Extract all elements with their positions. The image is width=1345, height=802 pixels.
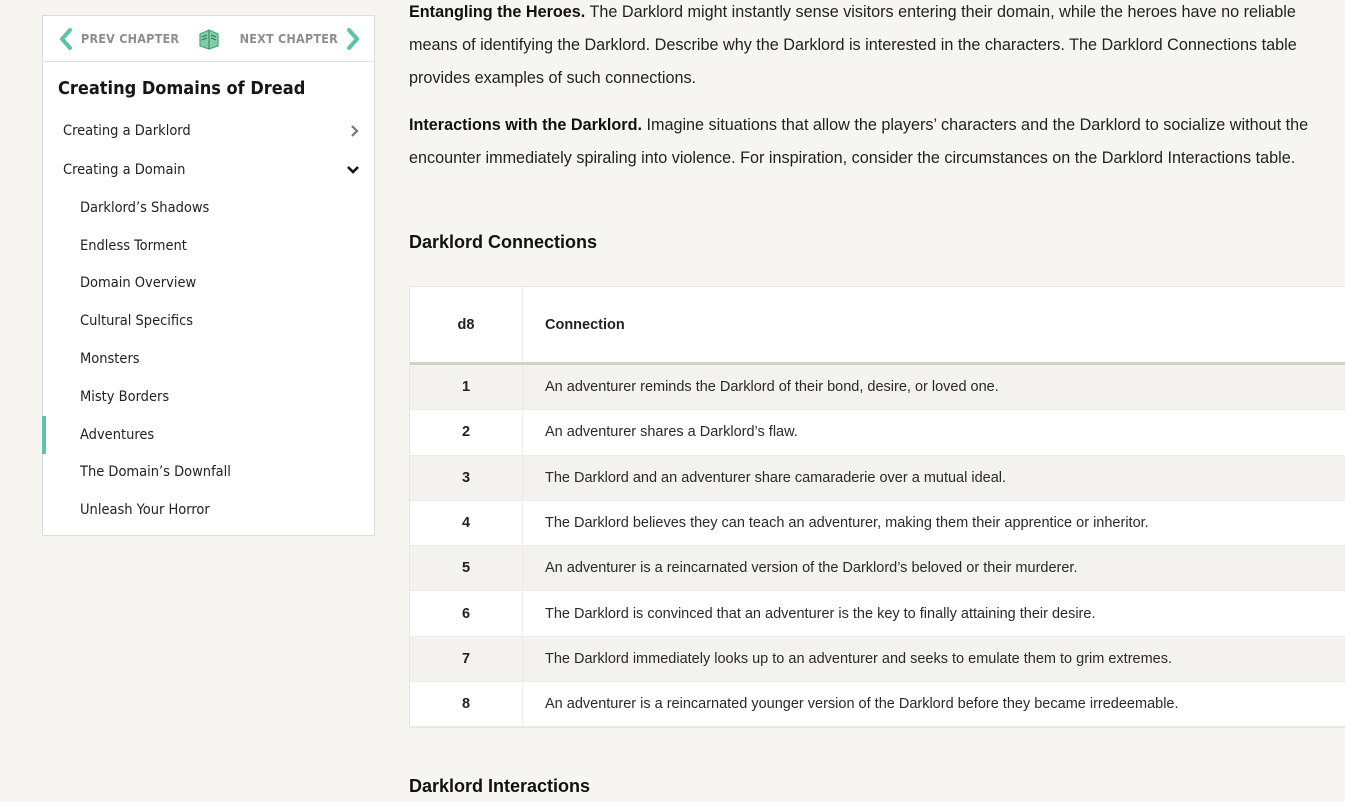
table-body	[410, 365, 1345, 727]
cell-roll: 1	[410, 365, 523, 409]
heading-darklord-connections: Darklord Connections	[409, 232, 598, 252]
toc-item-darklords-shadows[interactable]	[43, 189, 374, 227]
cell-connection: The Darklord is convinced that an adventurer is the key to finally attaining their desire.	[545, 605, 1096, 622]
toc-item-label: Domain Overview	[80, 275, 197, 292]
toc-item-unleash-your-horror[interactable]	[43, 491, 374, 529]
toc-item-label: Unleash Your Horror	[80, 502, 210, 519]
toc-item-label: Monsters	[80, 351, 140, 368]
cell-roll: 2	[410, 410, 523, 454]
paragraph-body: Imagine situations that allow the players’ characters and the Darklord to socialize without the encounter immediately spiraling into violence. For inspiration, consider the circumstances on the Darklord Interactions table.	[409, 116, 1309, 167]
header-d8: d8	[410, 287, 523, 362]
table-row	[410, 501, 1345, 546]
table-row	[410, 365, 1345, 410]
cell-connection: An adventurer is a reincarnated younger version of the Darklord before they became irredeemable.	[545, 696, 1179, 713]
header-connection: Connection	[545, 316, 625, 333]
toc-item-label: Endless Torment	[80, 237, 187, 254]
prev-chapter-button[interactable]	[59, 28, 179, 50]
next-chapter-button[interactable]	[240, 28, 360, 50]
paragraph-body: The Darklord might instantly sense visitors entering their domain, while the heroes have no reliable means of identifying the Darklord. Describe why the Darklord is interested in the characters. The Darklord Connections table provides examples of such connections.	[409, 3, 1297, 87]
table-row	[410, 456, 1345, 501]
toc-item-label: Darklord’s Shadows	[80, 199, 210, 216]
cell-roll: 3	[410, 456, 523, 500]
cell-connection: An adventurer reminds the Darklord of their bond, desire, or loved one.	[545, 379, 999, 396]
toc-item-endless-torment[interactable]	[43, 227, 374, 265]
connections-table	[409, 286, 1345, 728]
cell-roll: 8	[410, 682, 523, 726]
chevron-down-icon[interactable]	[346, 165, 360, 175]
table-row	[410, 591, 1345, 636]
table-row	[410, 637, 1345, 682]
toc-item-creating-a-darklord[interactable]	[43, 112, 374, 151]
toc-item-label: Adventures	[80, 426, 155, 443]
book-icon[interactable]	[197, 28, 221, 50]
next-chapter-label: NEXT CHAPTER	[239, 31, 338, 46]
cell-roll: 6	[410, 591, 523, 635]
paragraph-lead: Interactions with the Darklord.	[409, 116, 642, 134]
paragraph-lead: Entangling the Heroes.	[409, 3, 586, 21]
toc-item-domain-overview[interactable]	[43, 265, 374, 303]
cell-roll: 4	[410, 501, 523, 545]
cell-connection: The Darklord and an adventurer share camaraderie over a mutual ideal.	[545, 469, 1007, 486]
table-row	[410, 682, 1345, 727]
table-header	[410, 287, 1345, 365]
cell-roll: 7	[410, 637, 523, 681]
chevron-right-icon	[346, 28, 360, 50]
chevron-right-icon[interactable]	[350, 124, 360, 138]
cell-connection: An adventurer shares a Darklord’s flaw.	[545, 424, 798, 441]
chapter-sidebar	[42, 15, 375, 536]
toc-item-domains-downfall[interactable]	[43, 454, 374, 492]
toc-title: Creating Domains of Dread	[58, 78, 306, 99]
toc-item-monsters[interactable]	[43, 340, 374, 378]
heading-darklord-interactions: Darklord Interactions	[409, 776, 591, 796]
prev-chapter-label: PREV CHAPTER	[81, 31, 180, 46]
chapter-nav	[43, 16, 374, 62]
toc-item-creating-a-domain[interactable]	[43, 151, 374, 190]
toc-item-label: Creating a Domain	[63, 161, 186, 178]
toc-item-cultural-specifics[interactable]	[43, 302, 374, 340]
cell-connection: The Darklord believes they can teach an adventurer, making them their apprentice or inheritor.	[545, 515, 1149, 532]
toc-item-label: Cultural Specifics	[80, 313, 194, 330]
chevron-left-icon	[59, 28, 73, 50]
paragraph-entangling	[409, 0, 1339, 95]
toc-list	[43, 112, 374, 529]
table-row	[410, 410, 1345, 455]
table-row	[410, 546, 1345, 591]
toc-item-label: Creating a Darklord	[63, 123, 191, 140]
cell-roll: 5	[410, 546, 523, 590]
cell-connection: An adventurer is a reincarnated version of the Darklord’s beloved or their murderer.	[545, 560, 1078, 577]
toc-item-misty-borders[interactable]	[43, 378, 374, 416]
toc-item-label: Misty Borders	[80, 388, 170, 405]
toc-item-label: The Domain’s Downfall	[80, 464, 231, 481]
toc-item-adventures[interactable]	[43, 416, 374, 454]
paragraph-interactions	[409, 109, 1339, 175]
cell-connection: The Darklord immediately looks up to an adventurer and seeks to emulate them to grim extremes.	[545, 650, 1173, 667]
